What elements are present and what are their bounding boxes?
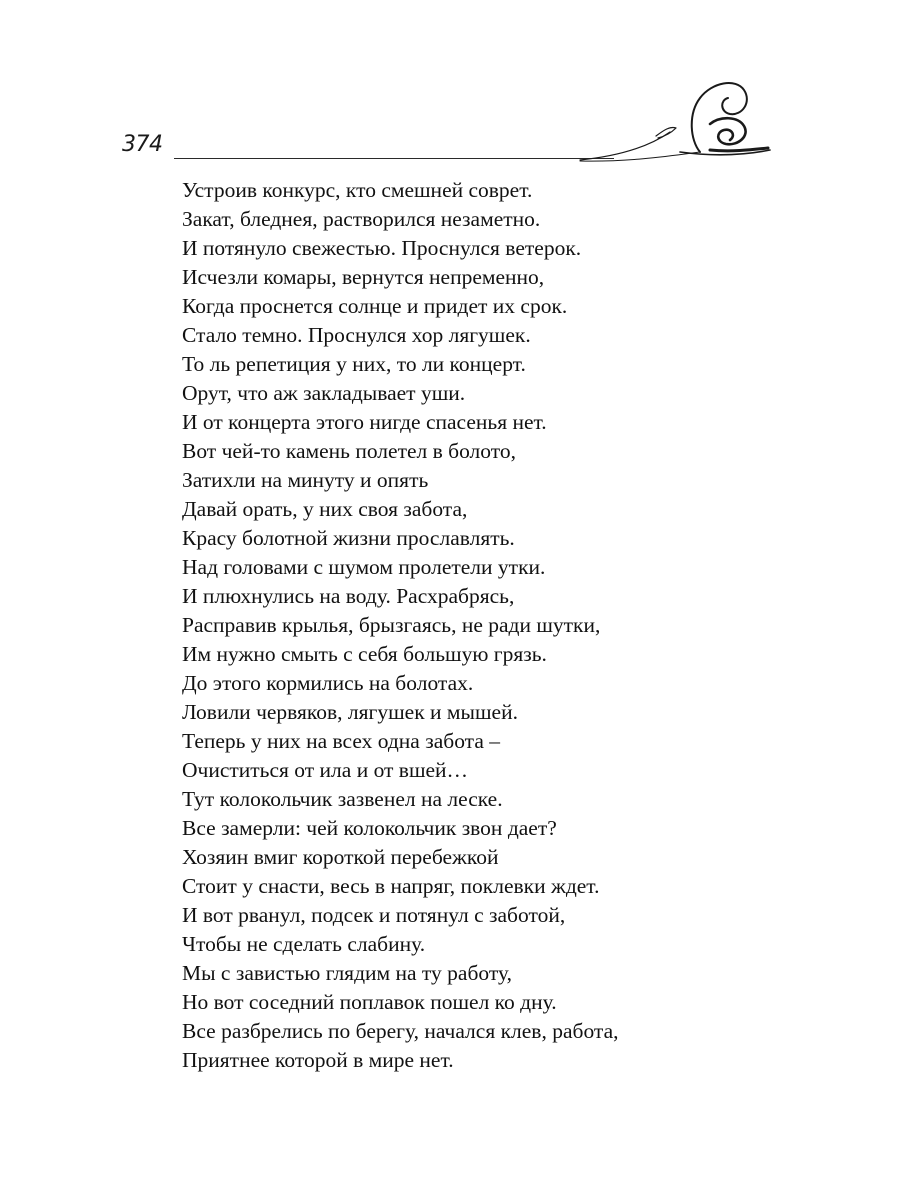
poem-line: Вот чей-то камень полетел в болото, — [182, 439, 516, 463]
poem-line: Им нужно смыть с себя большую грязь. — [182, 642, 547, 666]
poem-line: Чтобы не сделать слабину. — [182, 932, 426, 956]
poem-text — [182, 176, 619, 1075]
poem-line: Теперь у них на всех одна забота – — [182, 729, 500, 753]
poem-line: Все замерли: чей колокольчик звон дает? — [182, 816, 557, 840]
poem-line: Орут, что аж закладывает уши. — [182, 381, 466, 405]
poem-line: И вот рванул, подсек и потянул с заботой, — [182, 903, 566, 927]
poem-line: Закат, бледнея, растворился незаметно. — [182, 207, 541, 231]
poem-line: Красу болотной жизни прославлять. — [182, 526, 515, 550]
poem-line: Устроив конкурс, кто смешней соврет. — [182, 178, 533, 202]
poem-line: Стало темно. Проснулся хор лягушек. — [182, 323, 531, 347]
poem-line: Но вот соседний поплавок пошел ко дну. — [182, 990, 557, 1014]
poem-line: Когда проснется солнце и придет их срок. — [182, 294, 568, 318]
poem-line: И потянуло свежестью. Проснулся ветерок. — [182, 236, 582, 260]
poem-line: До этого кормились на болотах. — [182, 671, 474, 695]
poem-line: Стоит у снасти, весь в напряг, поклевки ждет. — [182, 874, 600, 898]
poem-line: Все разбрелись по берегу, начался клев, работа, — [182, 1019, 619, 1043]
poem-line: Расправив крылья, брызгаясь, не ради шутки, — [182, 613, 601, 637]
poem-line: Затихли на минуту и опять — [182, 468, 429, 492]
poem-line: Очиститься от ила и от вшей… — [182, 758, 469, 782]
swirl-ornament-icon — [560, 70, 780, 170]
poem-line: То ль репетиция у них, то ли концерт. — [182, 352, 526, 376]
poem-line: Ловили червяков, лягушек и мышей. — [182, 700, 518, 724]
poem-line: И от концерта этого нигде спасенья нет. — [182, 410, 547, 434]
poem-line: Тут колокольчик зазвенел на леске. — [182, 787, 503, 811]
poem-line: Мы с завистью глядим на ту работу, — [182, 961, 512, 985]
page-number: 374 — [122, 132, 163, 157]
poem-line: И плюхнулись на воду. Расхрабрясь, — [182, 584, 515, 608]
poem-line: Исчезли комары, вернутся непременно, — [182, 265, 545, 289]
poem-line: Приятнее которой в мире нет. — [182, 1048, 454, 1072]
poem-line: Давай орать, у них своя забота, — [182, 497, 468, 521]
header-rule — [174, 158, 614, 159]
poem-line: Над головами с шумом пролетели утки. — [182, 555, 546, 579]
poem-line: Хозяин вмиг короткой перебежкой — [182, 845, 499, 869]
